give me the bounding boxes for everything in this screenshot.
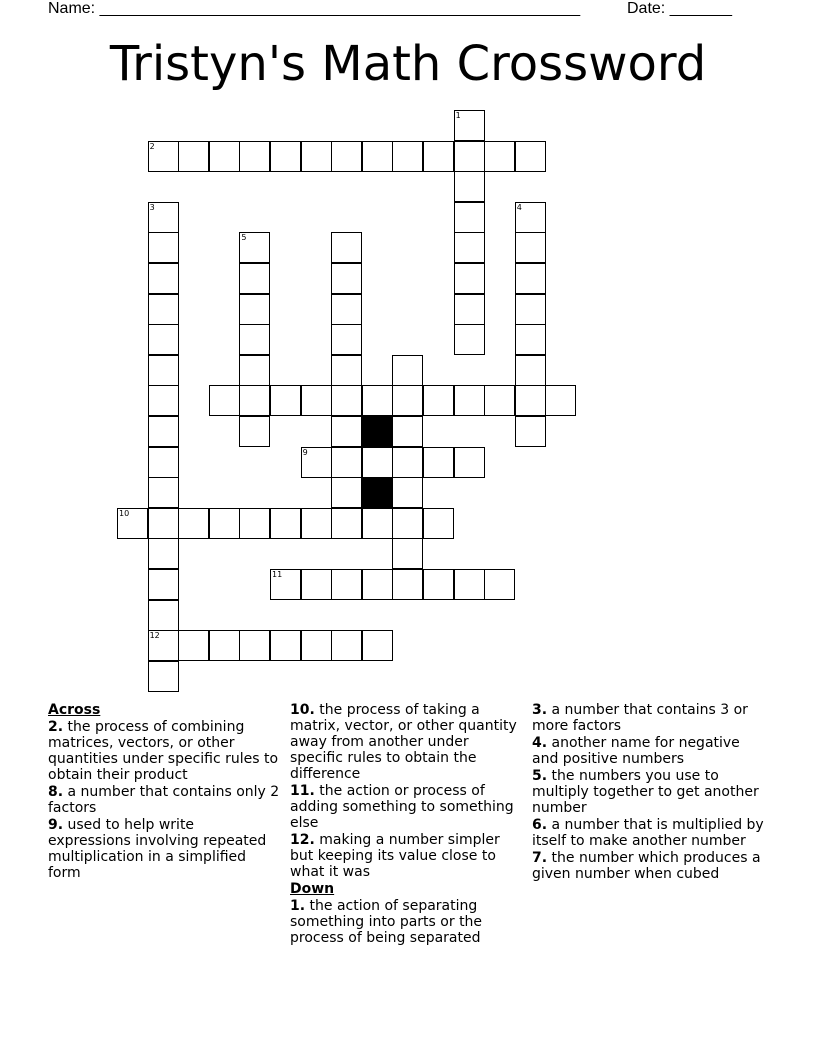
crossword-cell[interactable] bbox=[392, 477, 423, 508]
date-field: Date: _______ bbox=[627, 0, 732, 17]
crossword-cell[interactable] bbox=[301, 630, 332, 661]
crossword-cell[interactable] bbox=[392, 416, 423, 447]
clues-column-2 bbox=[290, 702, 522, 947]
across-heading: Across bbox=[48, 702, 101, 718]
clue-down-6: 6. a number that is multiplied by itself to make another number bbox=[532, 817, 764, 849]
crossword-cell[interactable] bbox=[454, 324, 485, 355]
clues-column-1 bbox=[48, 702, 280, 882]
crossword-cell[interactable] bbox=[454, 385, 485, 416]
crossword-cell[interactable] bbox=[454, 447, 485, 478]
crossword-cell[interactable] bbox=[270, 508, 301, 539]
clue-number-3: 3 bbox=[149, 202, 155, 212]
clue-across-10: 10. the process of taking a matrix, vector, or other quantity away from another under specific rules to obtain the difference bbox=[290, 702, 517, 782]
crossword-cell[interactable] bbox=[209, 508, 240, 539]
crossword-cell[interactable] bbox=[239, 263, 270, 294]
crossword-cell[interactable] bbox=[331, 355, 362, 386]
crossword-cell[interactable] bbox=[515, 141, 546, 172]
crossword-cell[interactable] bbox=[331, 294, 362, 325]
crossword-cell[interactable] bbox=[331, 324, 362, 355]
crossword-cell[interactable] bbox=[270, 630, 301, 661]
clue-down-5: 5. the numbers you use to multiply together to get another number bbox=[532, 768, 759, 816]
crossword-cell[interactable] bbox=[148, 416, 179, 447]
crossword-cell[interactable] bbox=[239, 416, 270, 447]
crossword-cell[interactable] bbox=[331, 263, 362, 294]
clue-down-4: 4. another name for negative and positive numbers bbox=[532, 735, 740, 767]
crossword-cell[interactable] bbox=[331, 569, 362, 600]
crossword-cell[interactable] bbox=[148, 538, 179, 569]
crossword-cell[interactable] bbox=[362, 569, 393, 600]
crossword-cell[interactable] bbox=[331, 477, 362, 508]
crossword-cell[interactable] bbox=[454, 110, 485, 141]
crossword-cell[interactable] bbox=[148, 141, 179, 172]
crossword-cell[interactable] bbox=[515, 416, 546, 447]
crossword-cell[interactable] bbox=[392, 141, 423, 172]
crossword-cell[interactable] bbox=[423, 385, 454, 416]
crossword-cell[interactable] bbox=[454, 171, 485, 202]
crossword-cell[interactable] bbox=[148, 385, 179, 416]
crossword-cell[interactable] bbox=[178, 141, 209, 172]
clue-across-9: 9. used to help write expressions involving repeated multiplication in a simplified form bbox=[48, 817, 267, 881]
crossword-cell[interactable] bbox=[515, 232, 546, 263]
crossword-cell[interactable] bbox=[178, 630, 209, 661]
name-field: Name: ______________________________________________________ bbox=[48, 0, 581, 17]
crossword-cell[interactable] bbox=[454, 141, 485, 172]
crossword-cell[interactable] bbox=[484, 385, 515, 416]
crossword-cell[interactable] bbox=[148, 477, 179, 508]
crossword-cell[interactable] bbox=[362, 141, 393, 172]
clue-number-12: 12 bbox=[149, 631, 160, 641]
down-heading: Down bbox=[290, 881, 335, 897]
clue-down-3: 3. a number that contains 3 or more factors bbox=[532, 702, 748, 734]
crossword-cell[interactable] bbox=[148, 355, 179, 386]
crossword-cell[interactable] bbox=[148, 447, 179, 478]
crossword-cell[interactable] bbox=[239, 355, 270, 386]
crossword-cell[interactable] bbox=[392, 447, 423, 478]
crossword-cell[interactable] bbox=[545, 385, 576, 416]
crossword-cell[interactable] bbox=[392, 538, 423, 569]
crossword-cell[interactable] bbox=[362, 508, 393, 539]
crossword-cell[interactable] bbox=[362, 385, 393, 416]
crossword-cell[interactable] bbox=[454, 294, 485, 325]
crossword-cell[interactable] bbox=[454, 202, 485, 233]
clue-number-11: 11 bbox=[272, 570, 283, 579]
crossword-cell[interactable] bbox=[239, 324, 270, 355]
clue-number-1: 1 bbox=[455, 111, 461, 120]
clue-down-1: 1. the action of separating something into parts or the process of being separated bbox=[290, 898, 483, 946]
crossword-cell[interactable] bbox=[239, 294, 270, 325]
clue-across-8: 8. a number that contains only 2 factors bbox=[48, 784, 280, 816]
crossword-cell[interactable] bbox=[515, 294, 546, 325]
crossword-cell[interactable] bbox=[270, 385, 301, 416]
clue-across-2: 2. the process of combining matrices, vectors, or other quantities under specific rules to obtain their product bbox=[48, 719, 279, 783]
crossword-cell[interactable] bbox=[515, 355, 546, 386]
crossword-cell[interactable] bbox=[454, 263, 485, 294]
crossword-cell[interactable] bbox=[239, 630, 270, 661]
clue-across-11: 11. the action or process of adding something to something else bbox=[290, 783, 514, 831]
crossword-cell[interactable] bbox=[148, 263, 179, 294]
crossword-cell[interactable] bbox=[301, 141, 332, 172]
crossword-cell[interactable] bbox=[392, 385, 423, 416]
crossword-block bbox=[362, 477, 393, 508]
crossword-cell[interactable] bbox=[331, 416, 362, 447]
crossword-cell[interactable] bbox=[331, 141, 362, 172]
crossword-cell[interactable] bbox=[484, 141, 515, 172]
crossword-cell[interactable] bbox=[331, 385, 362, 416]
crossword-cell[interactable] bbox=[515, 202, 546, 233]
crossword-cell[interactable] bbox=[454, 569, 485, 600]
crossword-cell[interactable] bbox=[392, 355, 423, 386]
crossword-cell[interactable] bbox=[331, 630, 362, 661]
crossword-cell[interactable] bbox=[148, 232, 179, 263]
crossword-cell[interactable] bbox=[148, 294, 179, 325]
crossword-cell[interactable] bbox=[331, 508, 362, 539]
crossword-cell[interactable] bbox=[148, 508, 179, 539]
crossword-cell[interactable] bbox=[362, 630, 393, 661]
crossword-cell[interactable] bbox=[209, 385, 240, 416]
crossword-cell[interactable] bbox=[515, 324, 546, 355]
crossword-cell[interactable] bbox=[148, 324, 179, 355]
crossword-cell[interactable] bbox=[148, 600, 179, 631]
crossword-cell[interactable] bbox=[117, 508, 148, 539]
crossword-cell[interactable] bbox=[331, 232, 362, 263]
crossword-cell[interactable] bbox=[148, 202, 179, 233]
crossword-cell[interactable] bbox=[209, 630, 240, 661]
crossword-cell[interactable] bbox=[301, 385, 332, 416]
crossword-cell[interactable] bbox=[301, 569, 332, 600]
crossword-cell[interactable] bbox=[239, 141, 270, 172]
crossword-cell[interactable] bbox=[178, 508, 209, 539]
crossword-cell[interactable] bbox=[148, 630, 179, 661]
crossword-cell[interactable] bbox=[270, 569, 301, 600]
crossword-cell[interactable] bbox=[515, 385, 546, 416]
crossword-cell[interactable] bbox=[148, 661, 179, 692]
crossword-cell[interactable] bbox=[270, 141, 301, 172]
page-title: Tristyn's Math Crossword bbox=[109, 36, 707, 92]
crossword-cell[interactable] bbox=[362, 447, 393, 478]
crossword-cell[interactable] bbox=[239, 232, 270, 263]
crossword-cell[interactable] bbox=[239, 508, 270, 539]
crossword-cell[interactable] bbox=[454, 232, 485, 263]
clue-across-12: 12. making a number simpler but keeping its value close to what it was bbox=[290, 832, 500, 880]
clue-number-5: 5 bbox=[241, 233, 247, 243]
clue-down-7: 7. the number which produces a given number when cubed bbox=[532, 850, 761, 882]
crossword-cell[interactable] bbox=[209, 141, 240, 172]
crossword-cell[interactable] bbox=[515, 263, 546, 294]
crossword-cell[interactable] bbox=[392, 569, 423, 600]
crossword-block bbox=[362, 416, 393, 447]
crossword-cell[interactable] bbox=[392, 508, 423, 539]
clue-number-9: 9 bbox=[302, 447, 308, 457]
crossword-cell[interactable] bbox=[239, 385, 270, 416]
crossword-cell[interactable] bbox=[423, 447, 454, 478]
crossword-cell[interactable] bbox=[148, 569, 179, 600]
clue-number-2: 2 bbox=[149, 141, 155, 151]
crossword-cell[interactable] bbox=[423, 508, 454, 539]
clue-number-10: 10 bbox=[119, 508, 130, 518]
clue-number-4: 4 bbox=[516, 202, 522, 212]
crossword-cell[interactable] bbox=[331, 447, 362, 478]
crossword-cell[interactable] bbox=[484, 569, 515, 600]
crossword-cell[interactable] bbox=[423, 569, 454, 600]
crossword-cell[interactable] bbox=[423, 141, 454, 172]
clues-column-3 bbox=[532, 702, 764, 883]
crossword-cell[interactable] bbox=[301, 447, 332, 478]
crossword-cell[interactable] bbox=[301, 508, 332, 539]
